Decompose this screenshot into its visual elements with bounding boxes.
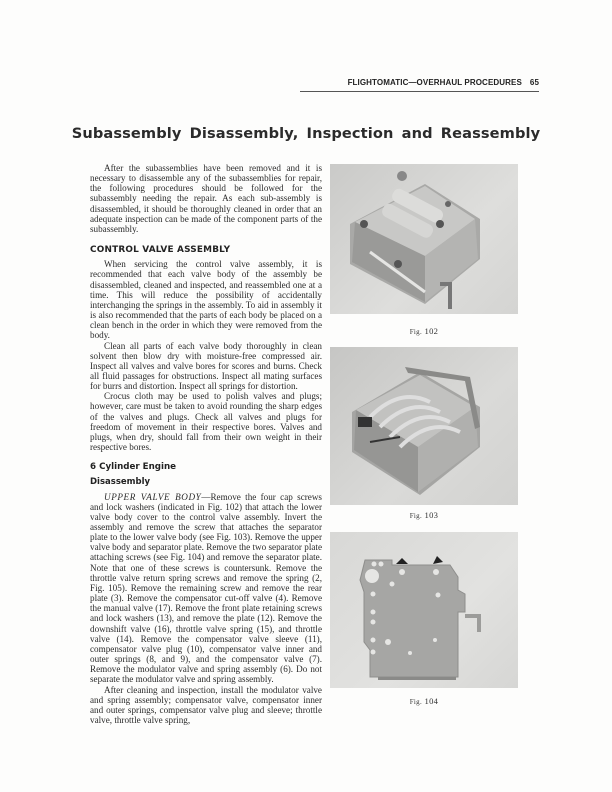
figure-number: 103 [424,510,439,520]
figure-104-caption [330,696,518,706]
figure-label: Fig. [409,328,423,336]
upper-valve-body-paragraph [90,492,322,685]
page-number: 65 [529,78,539,87]
figure-label: Fig. [409,698,423,706]
figure-102-caption [330,326,518,336]
figure-number: 102 [424,326,439,336]
subsubheading: Disassembly [90,477,151,488]
header-rule [300,91,539,92]
paragraph: Crocus cloth may be used to polish valves and plugs; however, care must be taken to avoid rounding the sharp edges of the valves and plugs. Check all valves and plugs for freedom of movement in their respective bores. Valves and plugs, when dry, should fall from their own weight in their respective bores. [90,391,322,453]
section-heading: CONTROL VALVE ASSEMBLY [90,245,231,256]
figure-103-caption [330,510,518,520]
figure-number: 104 [424,696,439,706]
running-title: FLIGHTOMATIC—OVERHAUL PROCEDURES [347,78,522,87]
figure-label: Fig. [409,512,423,520]
subheading: 6 Cylinder Engine [90,462,177,473]
figure-104-photo [330,532,518,688]
paragraph: Clean all parts of each valve body thoroughly in clean solvent then blow dry with moisture-free compressed air. Inspect all valves and valve bores for scores and burns. Check all fluid passages for obstructions. Inspect all mating surfaces for burrs and distortion. Inspect all springs for distortion. [90,340,322,392]
upper-valve-body-text: —Remove the four cap screws and lock washers (indicated in Fig. 102) that attach the lower valve body cover to the control valve assembly. Invert the assembly and remove the screw that attaches the separator plate to the lower valve body (see Fig. 103). Remove the upper valve body and separator plate. Remove the two separator plate attaching screws (see Fig. 104) and remove the separator plate. Note that one of these screws is countersunk. Remove the throttle valve return spring screws and remove the spring (2, Fig. 105). Remove the remaining screw and remove the rear plate (3). Remove the compensator cut-off valve (4). Remove the manual valve (17). Remove the front plate retaining screws and lock washers (13), and remove the plate (12). Remove the downshift valve (16), throttle valve spring (15), and throttle valve (14). Remove the compensator valve sleeve (11), compensator valve plug (10), compensator valve inner and outer springs (8, and 9), and the compensator valve (7). Remove the modulator valve and spring assembly (6). Do not separate the modulator valve and spring assembly. [90,491,322,685]
upper-valve-body-lead: UPPER VALVE BODY [104,491,202,502]
running-header [318,78,539,87]
intro-paragraph: After the subassemblies have been removed and it is necessary to disassemble any of the subassemblies for repair, the following procedures should be followed for the subassembly needing the repair. As each sub-assembly is disassembled, it should be thoroughly cleaned in order that an adequate inspection can be made of the component parts of the subassembly. [90,163,322,234]
text-column [90,163,322,725]
figure-102-photo [330,164,518,314]
page-title: Subassembly Disassembly, Inspection and Reassembly [71,125,541,142]
figure-103-photo [330,347,518,505]
paragraph: When servicing the control valve assembly, it is recommended that each valve body of the assembly be disassembled, cleaned and inspected, and reassembled one at a time. This will reduce the possibility of accidentally interchanging the springs in the assembly. To aid in assembly it is also recommended that the parts of each body be placed on a clean bench in the order in which they were removed from the body. [90,259,322,341]
paragraph: After cleaning and inspection, install the modulator valve and spring assembly; compensator valve, compensator inner and outer springs, compensator valve plug and sleeve; throttle valve, throttle valve spring, [90,684,322,725]
